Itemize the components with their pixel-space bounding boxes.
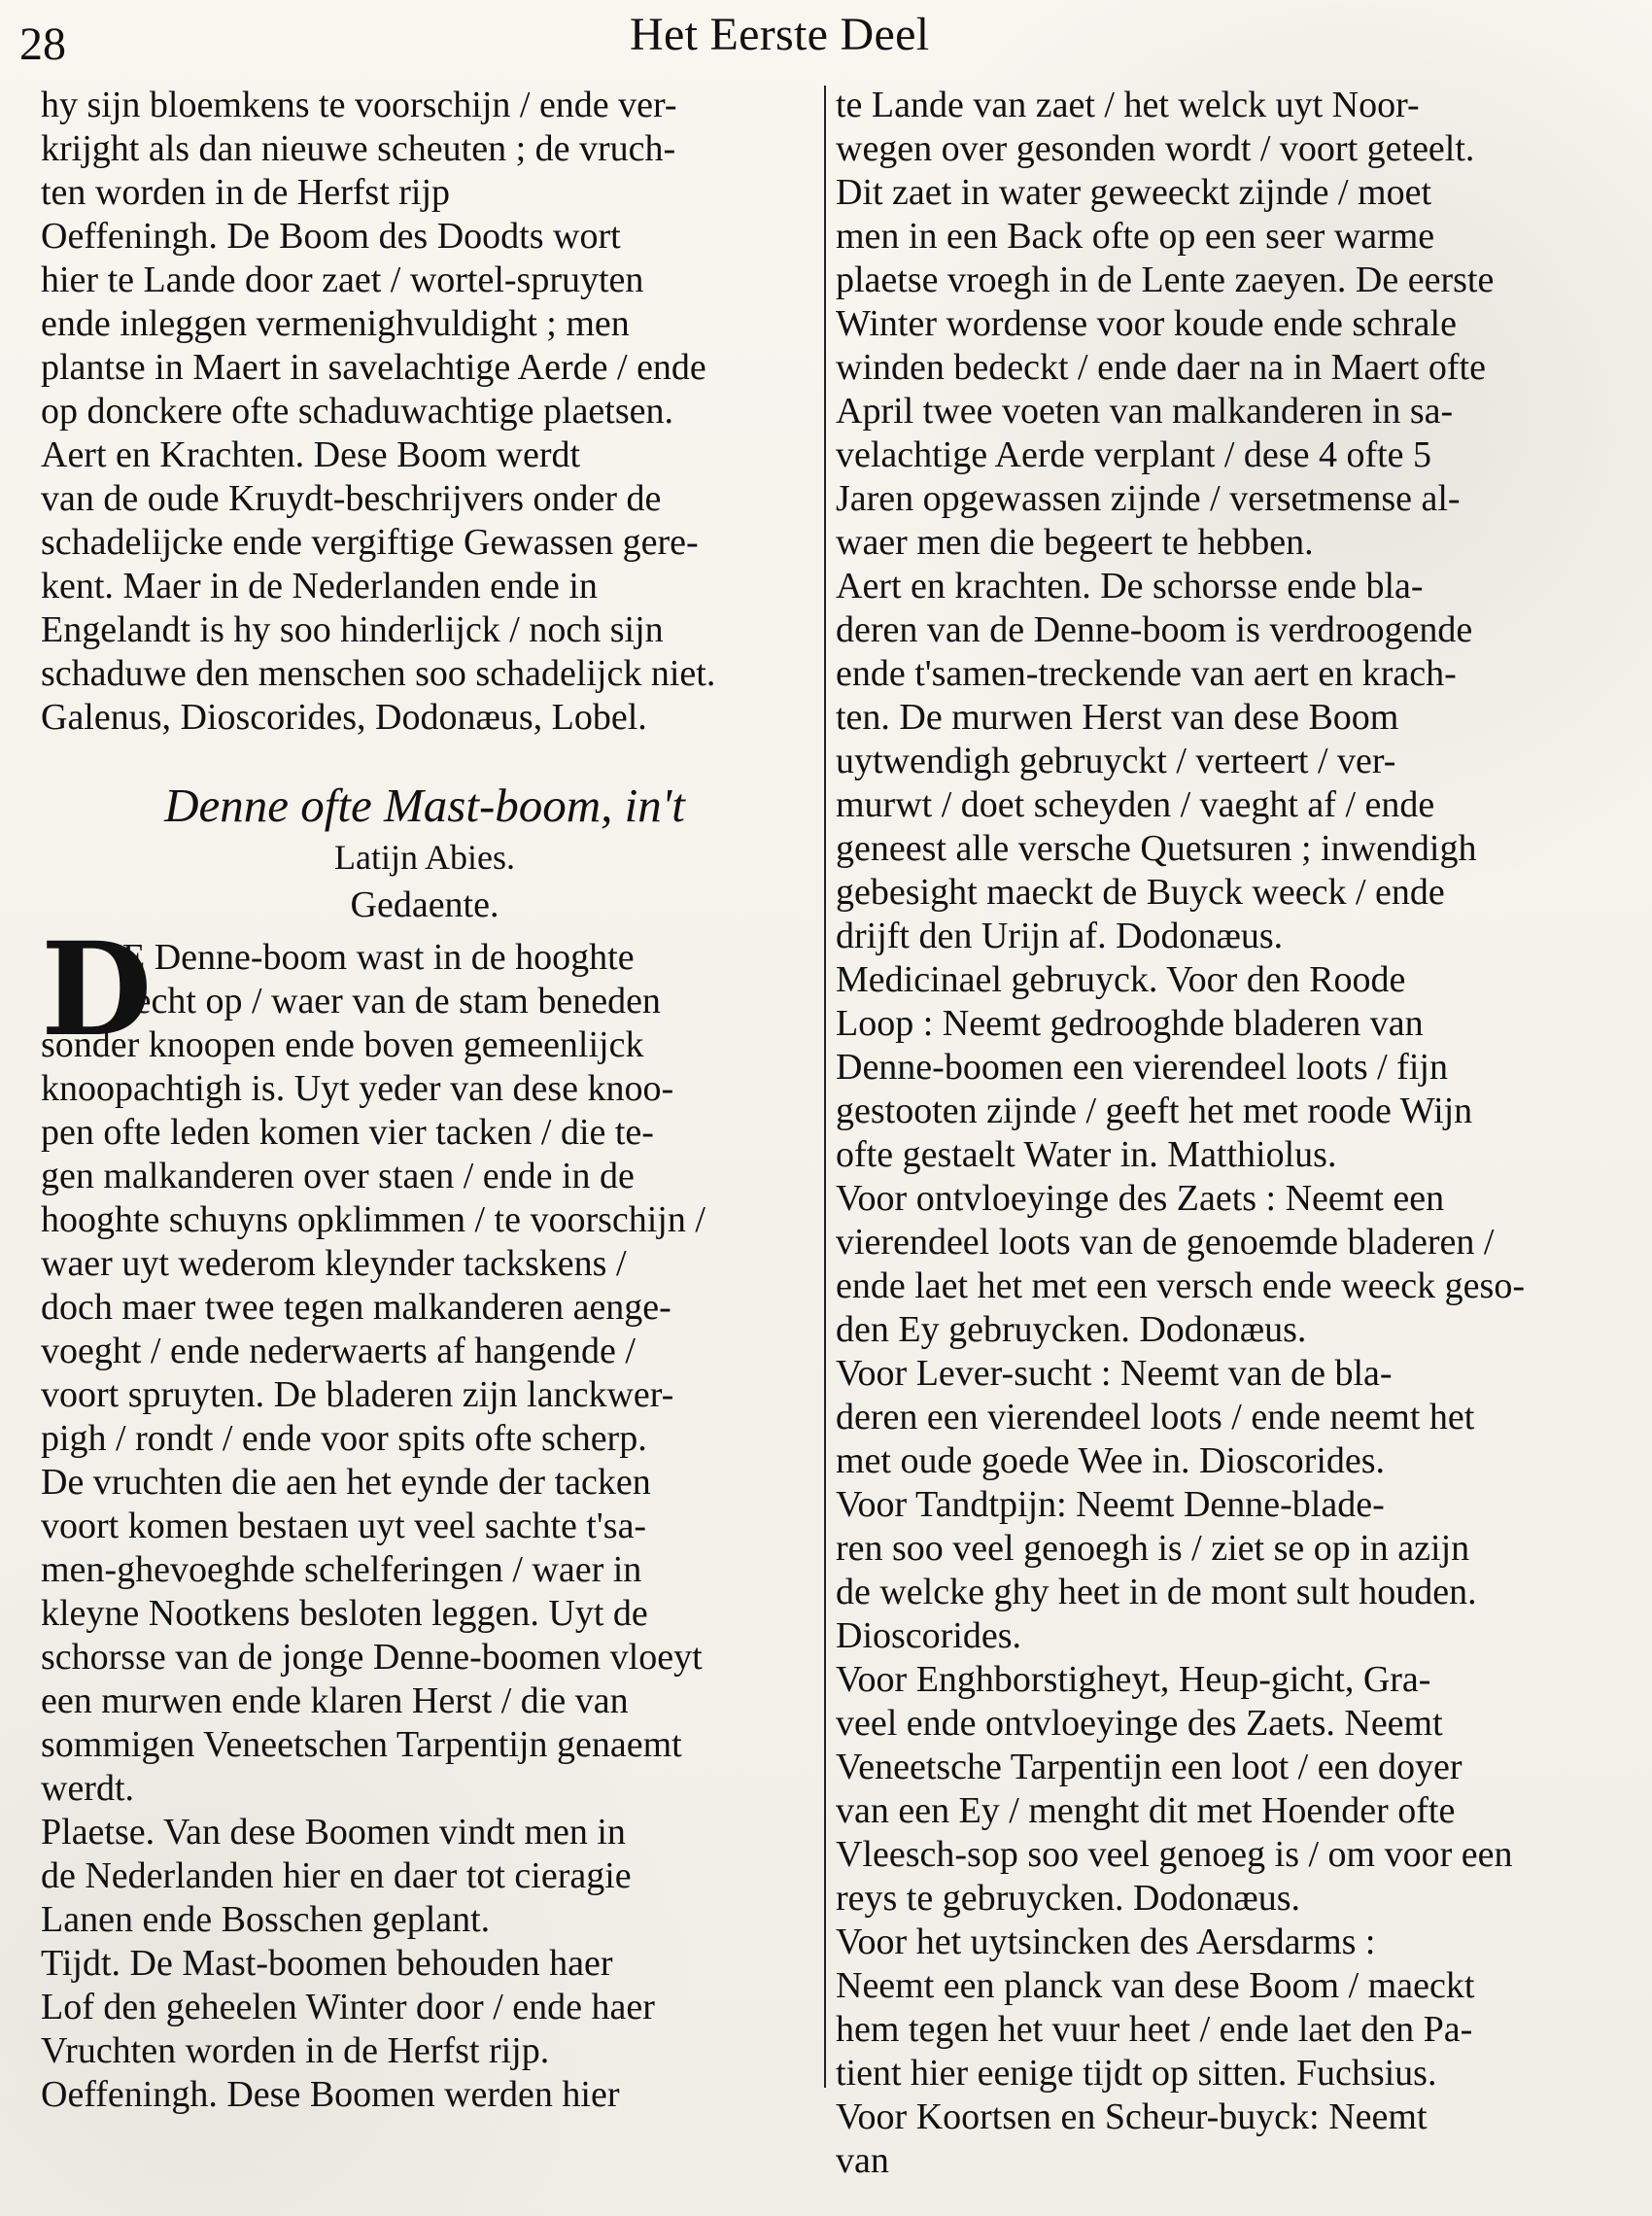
text-line: ende t'samen-treckende van aert en krach- [836,653,1457,694]
text-line: Oeffeningh. Dese Boomen werden hier [41,2074,620,2115]
text-line: tient hier eenige tijdt op sitten. Fuchsius. [836,2053,1437,2094]
text-line: velachtige Aerde verplant / dese 4 ofte 5 [836,434,1432,475]
text-line: de Nederlanden hier en daer tot cieragie [41,1855,632,1896]
text-line: vierendeel loots van de genoemde bladeren / [836,1222,1495,1263]
running-head: Het Eerste Deel [630,9,930,60]
text-line: ende laet het met een versch ende weeck gesо- [836,1265,1525,1306]
text-line: met oude goede Wee in. Dioscorides. [836,1440,1386,1481]
text-line: Voor Lever-sucht : Neemt van de bla- [836,1353,1393,1394]
text-line: Medicinael gebruyck. Voor den Roode [836,959,1406,1000]
text-line: April twee voeten van malkanderen in sa- [836,391,1454,432]
text-line: Loop : Neemt gedrooghde bladeren van [836,1003,1424,1044]
text-line: voort komen bestaen uyt veel sachte t'sa- [41,1506,647,1546]
text-line: waer uyt wederom kleynder tackskens / [41,1243,627,1284]
text-line: Dioscorides. [836,1615,1022,1656]
right-column [836,84,1603,2183]
text-line: deren van de Denne-boom is verdroogende [836,609,1473,650]
text-line: Dit zaet in water geweeckt zijnde / moet [836,172,1432,213]
text-line: men in een Back ofte op een seer warme [836,216,1435,257]
text-line: Jaren opgewassen zijnde / versetmense al- [836,478,1461,519]
text-line: recht op / waer van de stam beneden [122,981,661,1021]
text-line: waer men die begeert te hebben. [836,522,1314,563]
text-line: van de oude Kruydt-beschrijvers onder de [41,478,662,519]
text-line: schaduwe den menschen soo schadelijck niet. [41,653,716,694]
text-line: van een Ey / menght dit met Hoender ofte [836,1790,1456,1831]
text-line: uytwendigh gebruyckt / verteert / ver- [836,741,1396,781]
text-line: Lanen ende Bosschen geplant. [41,1899,491,1940]
text-line: kent. Maer in de Nederlanden ende in [41,566,598,606]
text-line: Voor Koortsen en Scheur-buyck: Neemt [836,2096,1428,2137]
text-line: doch maer twee tegen malkanderen aenge- [41,1287,671,1328]
section-subtitle: Latijn Abies. [334,838,515,877]
section-label: Gedaente. [350,884,499,925]
text-line: Plaetse. Van dese Boomen vindt men in [41,1812,626,1852]
text-line: ofte gestaelt Water in. Matthiolus. [836,1134,1337,1175]
text-line: Voor Tandtpijn: Neemt Denne-blade- [836,1484,1385,1525]
column-rule [824,86,826,2088]
text-line: hem tegen het vuur heet / ende laet den Pa- [836,2009,1473,2050]
text-line: pigh / rondt / ende voor spits ofte scherp. [41,1418,647,1459]
text-line: Voor ontvloeyinge des Zaets : Neemt een [836,1178,1445,1219]
left-column [41,84,809,2117]
text-line: veel ende ontvloeyinge des Zaets. Neemt [836,1703,1443,1744]
text-line: krijght als dan nieuwe scheuten ; de vruch- [41,128,676,169]
text-line: De vruchten die aen het eynde der tacken [41,1462,651,1503]
text-line: kleyne Nootkens besloten leggen. Uyt de [41,1593,648,1634]
text-line: op donckere ofte schaduwachtige plaetsen. [41,391,674,432]
text-line: Lof den geheelen Winter door / ende haer [41,1987,655,2027]
text-line: Oeffeningh. De Boom des Doodts wort [41,216,621,257]
text-line: geneest alle versche Quetsuren ; inwendigh [836,828,1477,869]
text-line: een murwen ende klaren Herst / die van [41,1680,629,1721]
text-line: Vruchten worden in de Herfst rijp. [41,2030,550,2071]
page-number: 28 [19,18,66,70]
text-line: voeght / ende nederwaerts af hangende / [41,1331,636,1371]
text-line: hier te Lande door zaet / wortel-spruyten [41,260,644,300]
dropcap-letter: D [41,915,153,1065]
text-line: deren een vierendeel loots / ende neemt het [836,1397,1475,1437]
text-line: Voor het uytsincken des Aersdarms : [836,1922,1376,1962]
text-line: voort spruyten. De bladeren zijn lanckwer- [41,1374,674,1415]
text-line: sommigen Veneetschen Tarpentijn genaemt [41,1724,682,1765]
dropcap-paragraph [41,915,809,1067]
text-line: Winter wordense voor koude ende schrale [836,303,1457,344]
text-line: hooghte schuyns opklimmen / te voorschijn / [41,1199,706,1240]
text-line: hy sijn bloemkens te voorschijn / ende ver- [41,85,677,125]
text-line: van [836,2140,889,2181]
text-line: Vleesch-sop soo veel genoeg is / om voor een [836,1834,1513,1875]
text-line: reys te gebruycken. Dodonæus. [836,1878,1301,1919]
text-line: plaetse vroegh in de Lente zaeyen. De eerste [836,260,1495,300]
text-line: men-ghevoeghde schelferingen / waer in [41,1549,642,1590]
text-line: gen malkanderen over staen / ende in de [41,1156,635,1196]
text-line: schadelijcke ende vergiftige Gewassen gere- [41,522,699,563]
text-line: Tijdt. De Mast-boomen behouden haer [41,1943,613,1984]
text-line: Veneetsche Tarpentijn een loot / een doyer [836,1747,1463,1787]
text-line: ren soo veel genoegh is / ziet se op in azijn [836,1528,1470,1569]
text-line: winden bedeckt / ende daer na in Maert ofte [836,347,1486,388]
text-line: pen ofte leden komen vier tacken / die te- [41,1112,654,1153]
text-line: schorsse van de jonge Denne-boomen vloeyt [41,1637,703,1678]
text-line: Denne-boomen een vierendeel loots / fijn [836,1047,1448,1088]
text-line: ten worden in de Herfst rijp [41,172,451,213]
text-line: ten. De murwen Herst van dese Boom [836,697,1399,738]
text-line: Voor Enghborstigheyt, Heup-gicht, Gra- [836,1659,1431,1700]
text-line: Aert en krachten. De schorsse ende bla- [836,566,1424,606]
text-line: werdt. [41,1768,135,1809]
text-line: gestooten zijnde / geeft het met roode Wijn [836,1091,1473,1131]
text-line: plantse in Maert in savelachtige Aerde / ende [41,347,706,388]
text-line: Neemt een planck van dese Boom / maeckt [836,1965,1475,2006]
text-line: sonder knoopen ende boven gemeenlijck [41,1024,644,1065]
text-line: ende inleggen vermenighvuldight ; men [41,303,630,344]
text-line: gebesight maeckt de Buyck weeck / ende [836,872,1445,913]
text-line: knoopachtigh is. Uyt yeder van dese knoo- [41,1068,674,1109]
section-title: Denne ofte Mast-boom, in't [164,779,685,832]
text-line: de welcke ghy heet in de mont sult houden. [836,1572,1477,1612]
text-line: murwt / doet scheyden / vaeght af / ende [836,784,1435,825]
text-line: te Lande van zaet / het welck uyt Noor- [836,85,1420,125]
text-line: Engelandt is hy soo hinderlijck / noch sijn [41,609,664,650]
text-line: wegen over gesonden wordt / voort geteelt. [836,128,1475,169]
text-line: den Ey gebruycken. Dodonæus. [836,1309,1307,1350]
text-line: drijft den Urijn af. Dodonæus. [836,916,1284,956]
text-line: Aert en Krachten. Dese Boom werdt [41,434,581,475]
text-line: Galenus, Dioscorides, Dodonæus, Lobel. [41,697,647,738]
text-line: E Denne-boom wast in de hooghte [122,937,635,978]
